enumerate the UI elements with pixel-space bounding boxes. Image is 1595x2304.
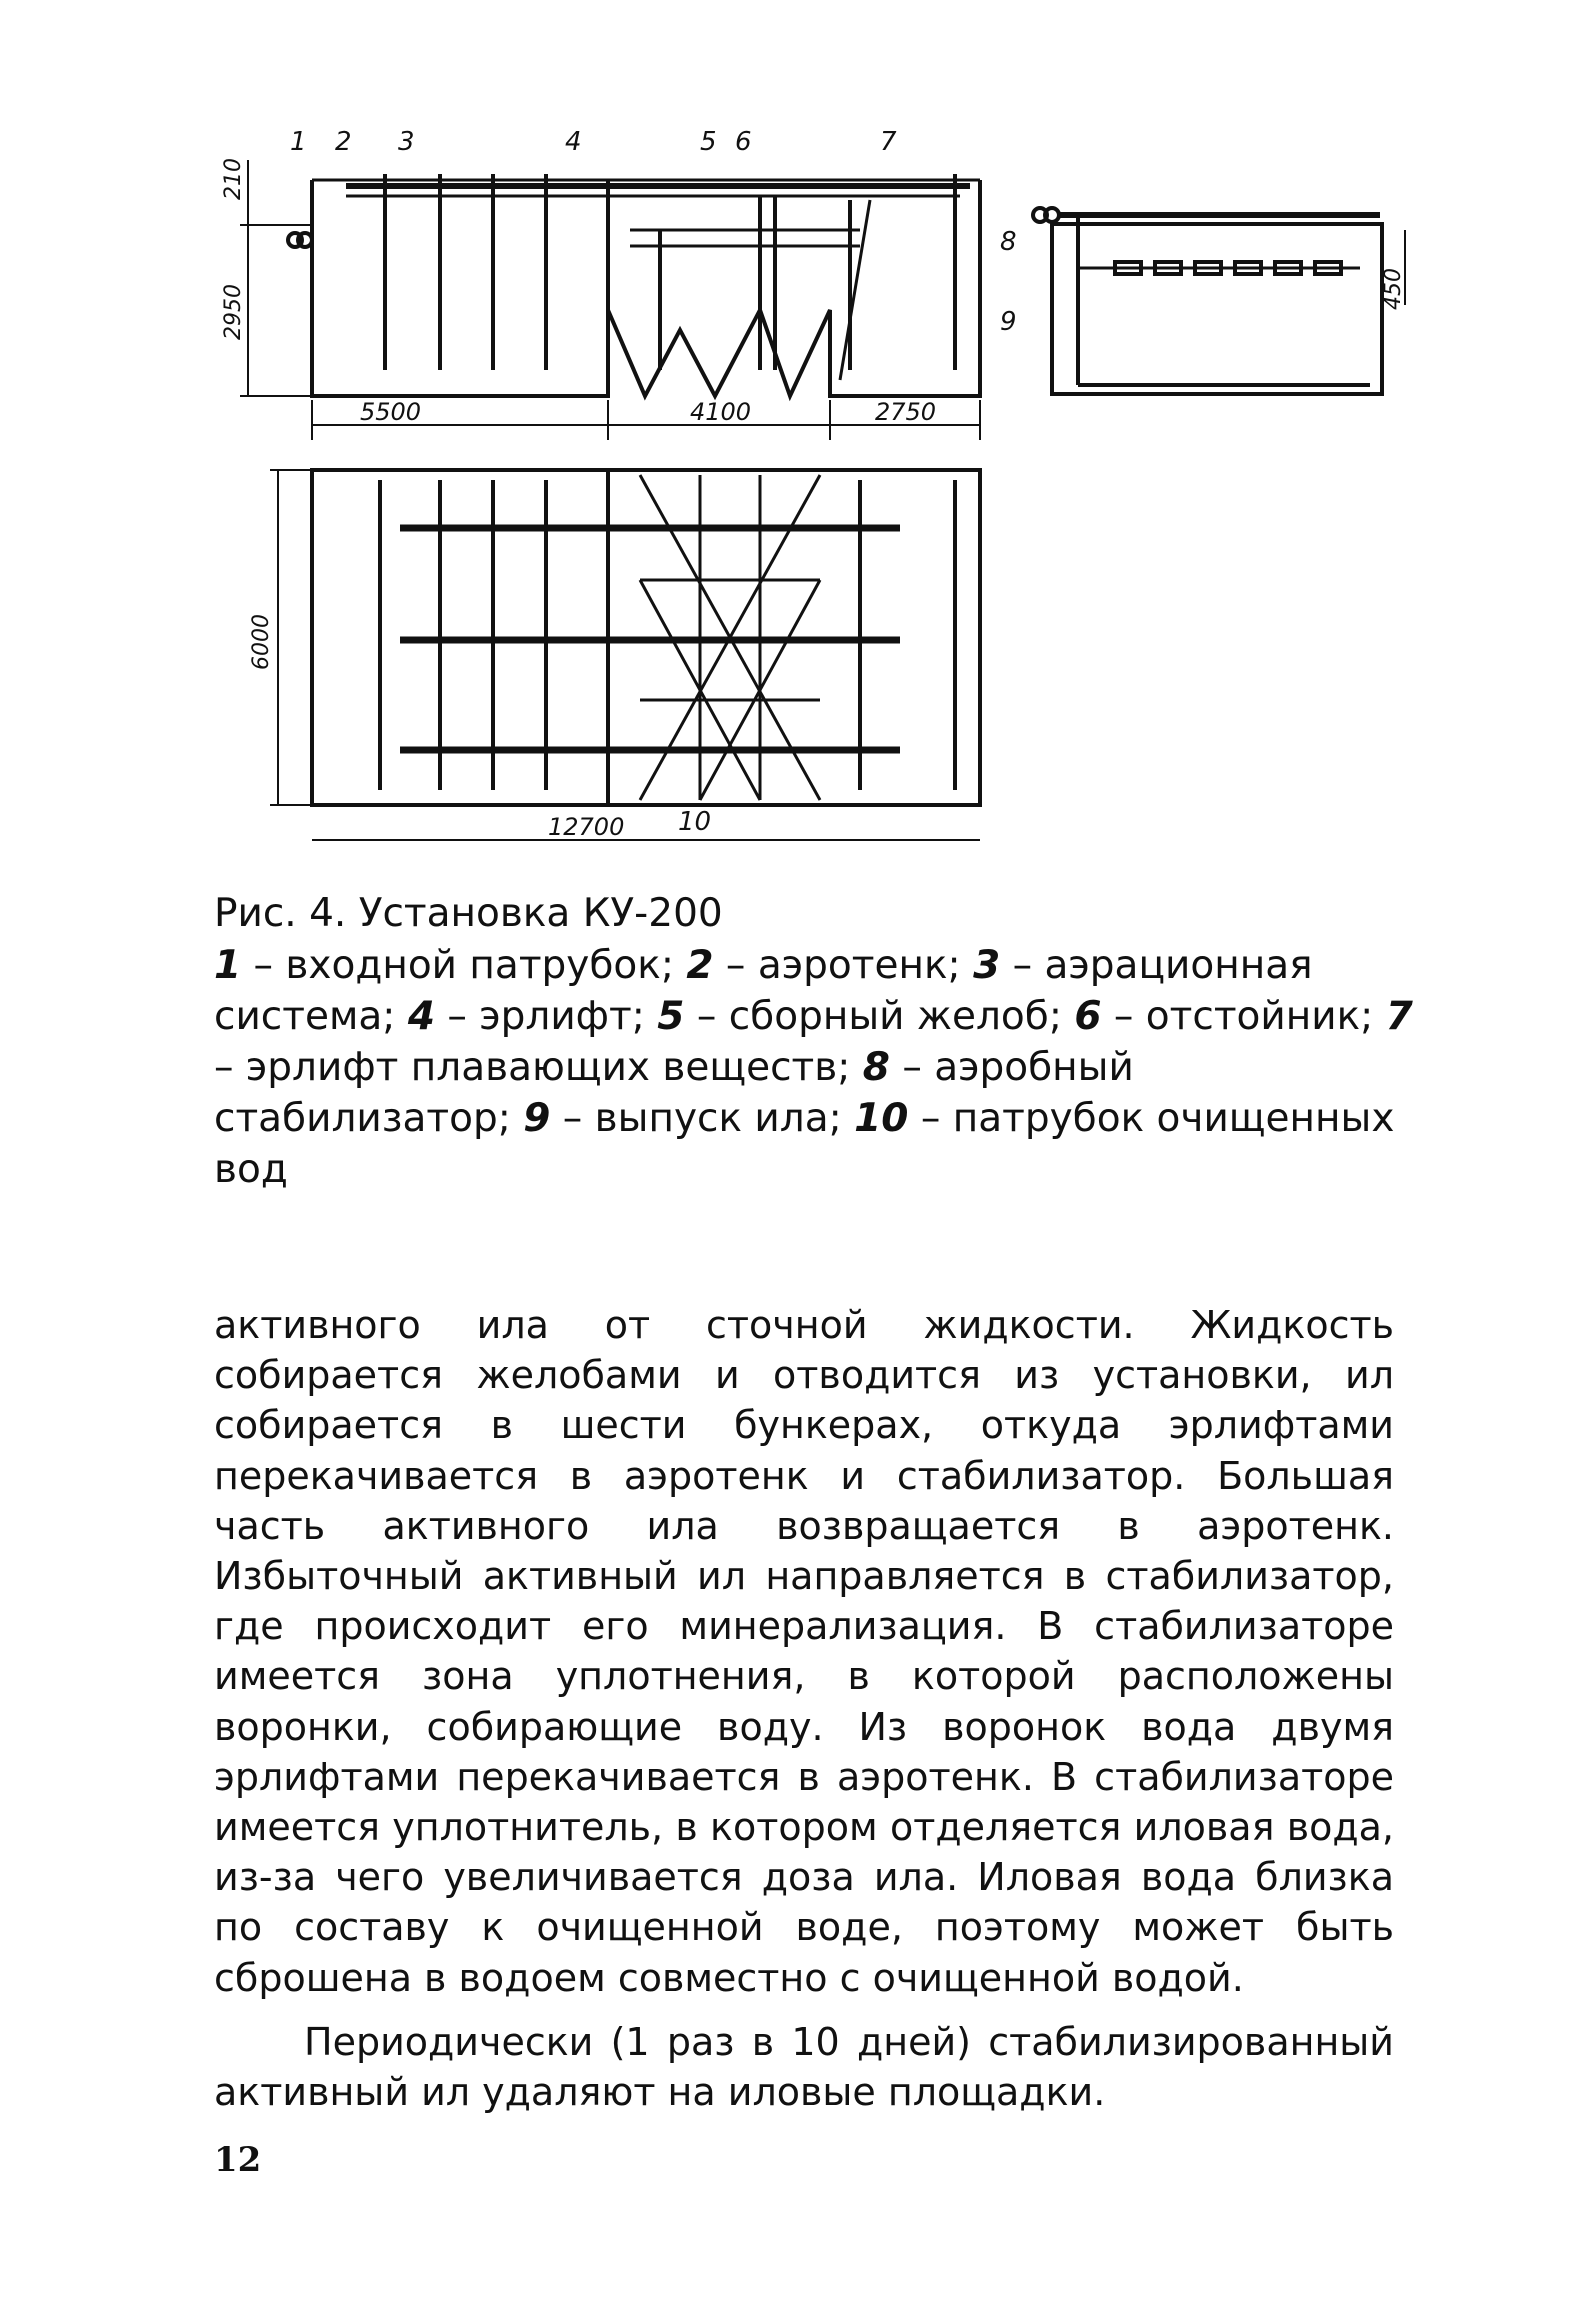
- legend-text: – аэрационная система;: [214, 943, 1313, 1039]
- legend-text: – сборный желоб;: [684, 994, 1075, 1039]
- label-6: 6: [735, 127, 752, 157]
- legend-text: – патрубок очищенных вод: [214, 1096, 1395, 1192]
- legend-number: 9: [523, 1096, 551, 1141]
- figure-ku200-diagram: [0, 0, 1595, 880]
- legend-number: 6: [1074, 994, 1102, 1039]
- legend-number: 8: [862, 1045, 890, 1090]
- dim-450: 450: [1381, 268, 1406, 310]
- dim-5500: 5500: [360, 398, 422, 426]
- label-1: 1: [290, 127, 307, 157]
- legend-text: – эрлифт плавающих веществ;: [214, 1045, 863, 1090]
- legend-number: 5: [657, 994, 685, 1039]
- label-3: 3: [398, 127, 415, 157]
- legend-text: – эрлифт;: [434, 994, 658, 1039]
- dim-12700: 12700: [548, 813, 625, 841]
- legend-number: 3: [973, 943, 1001, 988]
- paragraph-2: Периодически (1 раз в 10 дней) стабилизированный активный ил удаляют на иловые площадки.: [214, 2019, 1394, 2115]
- page-number: 12: [214, 2140, 262, 2180]
- body-text: [214, 1300, 1394, 2117]
- plan-view: [270, 470, 980, 840]
- label-10: 10: [678, 807, 712, 837]
- legend-number: 2: [686, 943, 714, 988]
- paragraph-1: активного ила от сточной жидкости. Жидкость собирается желобами и отводится из установки, ил собирается в шести бункерах, откуда эрлифтами перекачивается в аэротенк и стабилизатор. Большая часть активного ила возвращается в аэротенк. Избыточный активный ил направляется в стабилизатор, где происходит его минерализация. В стабилизаторе имеется зона уплотнения, в которой расположены воронки, собирающие воду. Из воронок вода двумя эрлифтами перекачивается в аэротенк. В стабилизаторе имеется уплотнитель, в котором отделяется иловая вода, из-за чего увеличивается доза ила. Иловая вода близка по составу к очищенной воде, поэтому может быть сброшена в водоем совместно с очищенной водой.: [214, 1303, 1394, 2000]
- label-2: 2: [335, 127, 352, 157]
- end-elevation: [1033, 208, 1405, 394]
- caption-title: Рис. 4. Установка КУ-200: [214, 891, 723, 936]
- legend-text: – выпуск ила;: [550, 1096, 855, 1141]
- legend-number: 4: [407, 994, 435, 1039]
- label-9: 9: [1000, 307, 1017, 337]
- legend-text: – аэротенк;: [713, 943, 974, 988]
- figure-caption: [214, 888, 1414, 1195]
- dim-2950: 2950: [221, 284, 246, 340]
- caption-legend: [214, 943, 1413, 1192]
- legend-number: 7: [1385, 994, 1413, 1039]
- label-7: 7: [880, 127, 897, 157]
- legend-text: – аэробный стабилизатор;: [214, 1045, 1134, 1141]
- legend-number: 10: [854, 1096, 909, 1141]
- legend-number: 1: [214, 943, 242, 988]
- label-8: 8: [1000, 227, 1017, 257]
- dim-6000: 6000: [249, 614, 274, 670]
- dim-2750: 2750: [875, 398, 937, 426]
- legend-text: – входной патрубок;: [241, 943, 687, 988]
- side-elevation: [288, 174, 980, 396]
- dim-210: 210: [221, 158, 246, 200]
- dim-4100: 4100: [690, 398, 752, 426]
- label-5: 5: [700, 127, 717, 157]
- legend-text: – отстойник;: [1101, 994, 1386, 1039]
- label-4: 4: [565, 127, 582, 157]
